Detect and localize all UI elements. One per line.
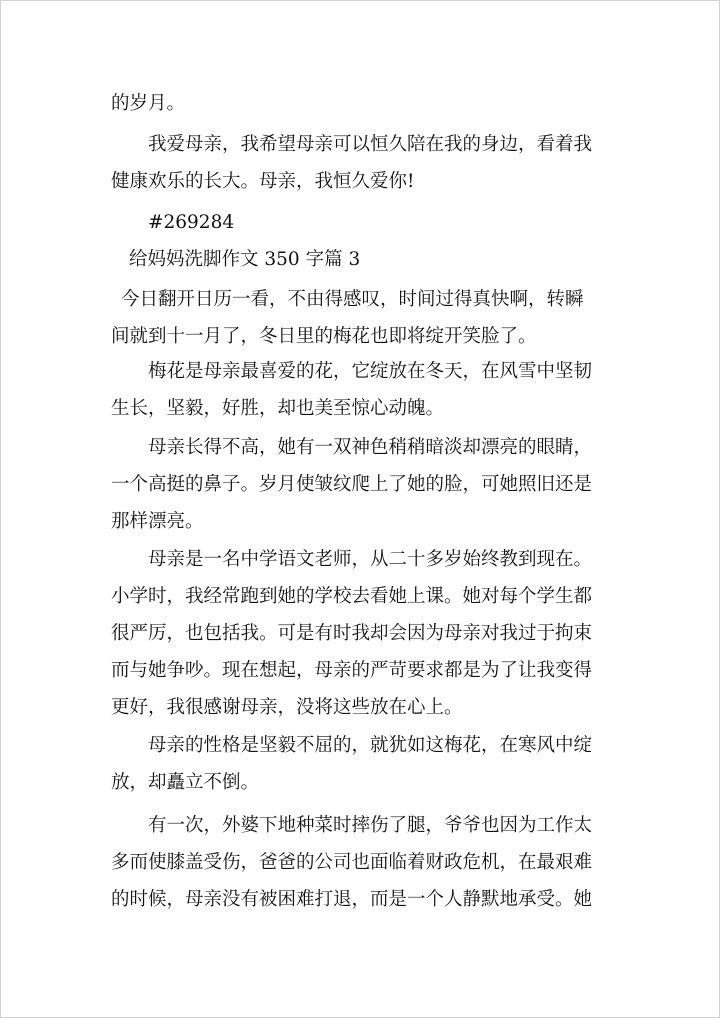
- text-line: 而与她争吵。现在想起，母亲的严苛要求都是为了让我变得: [111, 660, 593, 681]
- text-line: 有一次，外婆下地种菜时摔伤了腿，爷爷也因为工作太: [148, 815, 593, 836]
- text-line: 的岁月。: [111, 93, 186, 114]
- text-line: 很严厉，也包括我。可是有时我却会因为母亲对我过于拘束: [111, 623, 593, 644]
- text-line: 母亲长得不高，她有一双神色稍稍暗淡却漂亮的眼睛，: [148, 437, 593, 458]
- text-line: 健康欢乐的长大。母亲，我恒久爱你!: [111, 171, 415, 192]
- text-line: 小学时，我经常跑到她的学校去看她上课。她对每个学生都: [111, 586, 593, 607]
- text-line: 生长，坚毅，好胜，却也美至惊心动魄。: [111, 398, 445, 419]
- text-line: 那样漂亮。: [111, 511, 204, 532]
- text-line: 的时候，母亲没有被困难打退，而是一个人静默地承受。她: [111, 889, 593, 910]
- title-line: 给妈妈洗脚作文 350 字篇 3: [129, 249, 361, 270]
- text-line: 今日翻开日历一看，不由得感叹，时间过得真快啊，转瞬: [121, 289, 584, 310]
- document-code: [111, 204, 611, 241]
- paragraph-2: [111, 281, 621, 355]
- text-line: 母亲的性格是坚毅不屈的，就犹如这梅花，在寒风中绽: [148, 735, 593, 756]
- section-title: [129, 241, 629, 278]
- paragraph-7: [111, 807, 611, 918]
- code-line: #269284: [148, 212, 235, 233]
- text-line: 多而使膝盖受伤，爸爸的公司也面临着财政危机，在最艰难: [111, 852, 593, 873]
- paragraph-3: [111, 353, 611, 427]
- paragraph-0: [111, 85, 611, 122]
- text-line: 更好，我很感谢母亲，没将这些放在心上。: [111, 697, 463, 718]
- text-line: 梅花是母亲最喜爱的花，它绽放在冬天，在风雪中坚韧: [148, 361, 593, 382]
- paragraph-4: [111, 429, 611, 540]
- text-line: 母亲是一名中学语文老师，从二十多岁始终教到现在。: [148, 549, 593, 570]
- paragraph-1: [111, 126, 611, 200]
- text-line: 间就到十一月了，冬日里的梅花也即将绽开笑脸了。: [111, 326, 537, 347]
- paragraph-5: [111, 541, 611, 726]
- paragraph-6: [111, 727, 611, 801]
- text-line: 我爱母亲，我希望母亲可以恒久陪在我的身边，看着我: [148, 134, 593, 155]
- text-line: 一个高挺的鼻子。岁月使皱纹爬上了她的脸，可她照旧还是: [111, 474, 593, 495]
- text-line: 放，却矗立不倒。: [111, 772, 260, 793]
